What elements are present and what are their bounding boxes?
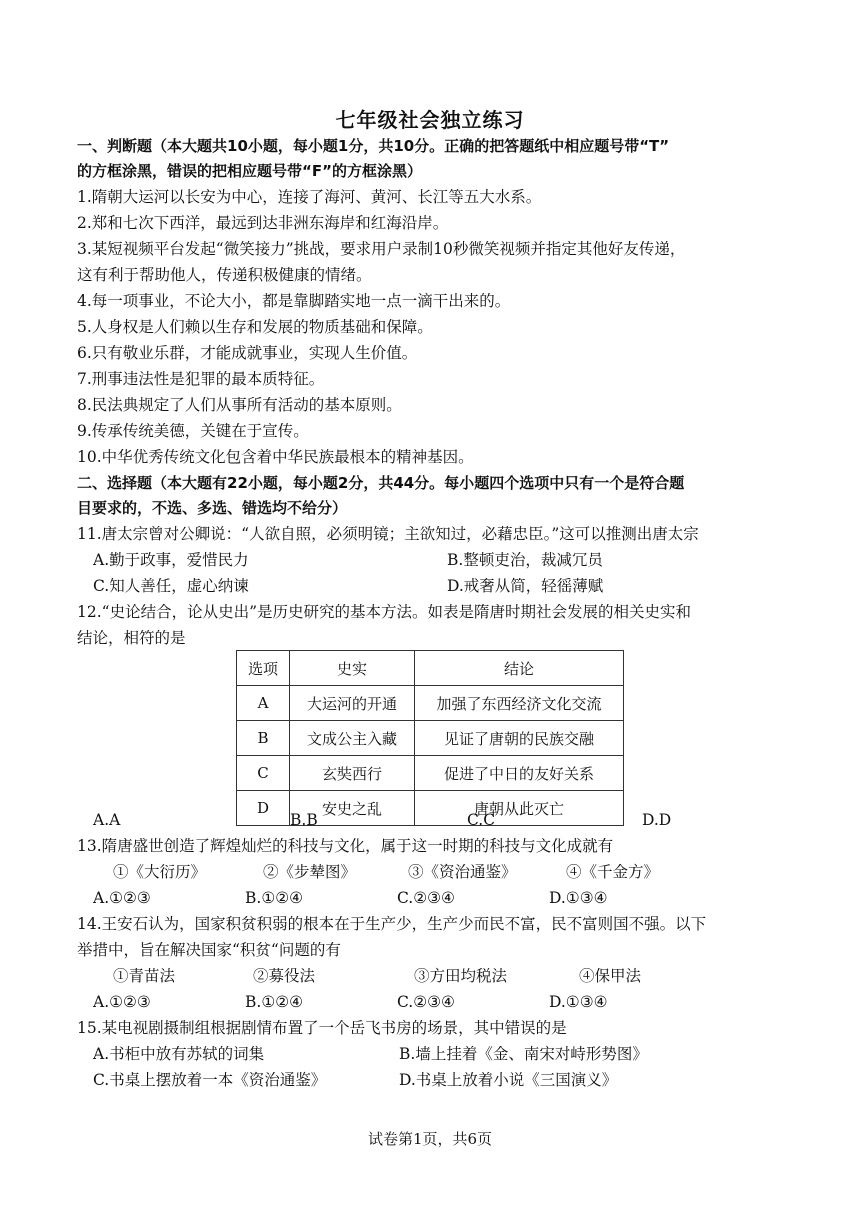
table-cell: 促进了中日的友好关系 [415,756,624,791]
q13-option-c: C.②③④ [397,889,455,907]
q11-option-d: D.戒奢从简，轻徭薄赋 [447,577,604,595]
q13-item: ③《资治通鉴》 [408,863,517,881]
q12-option-b: B.B [290,811,318,829]
q14-option-b: B.①②④ [245,993,304,1011]
q15-option-a: A.书柜中放有苏轼的词集 [93,1045,265,1063]
q12-table [236,650,624,826]
section2-heading-line1: 二、选择题（本大题有22小题，每小题2分，共44分。每小题四个选项中只有一个是符合题 [77,474,685,492]
table-cell: 文成公主入藏 [290,721,415,756]
section1-heading-line2: 的方框涂黑，错误的把相应题号带“F”的方框涂黑） [77,162,422,180]
table-cell: 玄奘西行 [290,756,415,791]
q14-item: ②募役法 [253,967,316,985]
q15-option-c: C.书桌上摆放着一本《资治通鉴》 [93,1071,327,1089]
table-row [237,686,624,721]
q14-item: ①青苗法 [113,967,176,985]
q15-option-d: D.书桌上放着小说《三国演义》 [399,1071,618,1089]
judgment-item: 2.郑和七次下西洋，最远到达非洲东海岸和红海沿岸。 [77,214,449,232]
table-header-cell: 结论 [415,651,624,686]
q14-option-d: D.①③④ [549,993,608,1011]
judgment-item: 3.某短视频平台发起“微笑接力”挑战，要求用户录制10秒微笑视频并指定其他好友传递， [77,240,686,258]
q14-item: ③方田均税法 [414,967,508,985]
table-cell: 唐朝从此灭亡 [415,791,624,826]
table-header-row [237,651,624,686]
q12-option-a: A.A [93,811,121,829]
judgment-item: 5.人身权是人们赖以生存和发展的物质基础和保障。 [77,318,433,336]
table-header-cell: 史实 [290,651,415,686]
q14-option-a: A.①②③ [93,993,151,1011]
question-12-stem: 12.“史论结合，论从史出”是历史研究的基本方法。如表是隋唐时期社会发展的相关史实和 [77,603,692,621]
question-14-stem: 14.王安石认为，国家积贫积弱的根本在于生产少，生产少而民不富，民不富则国不强。以下 [77,915,707,933]
table-cell: 见证了唐朝的民族交融 [415,721,624,756]
q13-option-d: D.①③④ [549,889,608,907]
judgment-item: 1.隋朝大运河以长安为中心，连接了海河、黄河、长江等五大水系。 [77,188,542,206]
judgment-item-continuation: 这有利于帮助他人，传递积极健康的情绪。 [77,266,372,284]
page-footer: 试卷第1页，共6页 [367,1130,493,1148]
page-title: 七年级社会独立练习 [335,108,525,132]
judgment-item: 10.中华优秀传统文化包含着中华民族最根本的精神基因。 [77,448,474,466]
section1-heading-line1: 一、判断题（本大题共10小题，每小题1分，共10分。正确的把答题纸中相应题号带“T” [77,137,670,155]
question-12-stem-continuation: 结论，相符的是 [77,629,186,647]
judgment-item: 4.每一项事业，不论大小，都是靠脚踏实地一点一滴干出来的。 [77,292,511,310]
question-11-stem: 11.唐太宗曾对公卿说：“人欲自照，必须明镜；主欲知过，必藉忠臣。”这可以推测出唐太宗 [77,525,699,543]
question-15-stem: 15.某电视剧摄制组根据剧情布置了一个岳飞书房的场景，其中错误的是 [77,1019,567,1037]
judgment-item: 6.只有敬业乐群，才能成就事业，实现人生价值。 [77,344,418,362]
table-cell: 大运河的开通 [290,686,415,721]
table-row [237,756,624,791]
table-cell: C [237,756,290,791]
table-cell: A [237,686,290,721]
judgment-item: 7.刑事违法性是犯罪的最本质特征。 [77,370,325,388]
q13-option-b: B.①②④ [245,889,304,907]
q13-option-a: A.①②③ [93,889,151,907]
table-row [237,721,624,756]
table-cell: B [237,721,290,756]
q15-option-b: B.墙上挂着《金、南宋对峙形势图》 [399,1045,648,1063]
question-14-stem-continuation: 举措中，旨在解决国家“积贫“问题的有 [77,941,341,959]
q11-option-a: A.勤于政事，爱惜民力 [93,551,249,569]
q13-item: ①《大衍历》 [113,863,207,881]
q13-item: ②《步辇图》 [263,863,357,881]
table-header-cell: 选项 [237,651,290,686]
table-cell: D [237,791,290,826]
table-cell: 加强了东西经济文化交流 [415,686,624,721]
q11-option-b: B.整顿吏治，裁减冗员 [447,551,603,569]
judgment-item: 8.民法典规定了人们从事所有活动的基本原则。 [77,396,402,414]
q12-option-c: C.C [467,811,496,829]
table-cell: 安史之乱 [290,791,415,826]
q12-option-d: D.D [642,811,672,829]
q11-option-c: C.知人善任，虚心纳谏 [93,577,249,595]
q13-item: ④《千金方》 [566,863,660,881]
q14-option-c: C.②③④ [397,993,455,1011]
question-13-stem: 13.隋唐盛世创造了辉煌灿烂的科技与文化，属于这一时期的科技与文化成就有 [77,837,614,855]
q14-item: ④保甲法 [579,967,642,985]
section2-heading-line2: 目要求的，不选、多选、错选均不给分） [77,499,348,517]
judgment-item: 9.传承传统美德，关键在于宣传。 [77,422,309,440]
